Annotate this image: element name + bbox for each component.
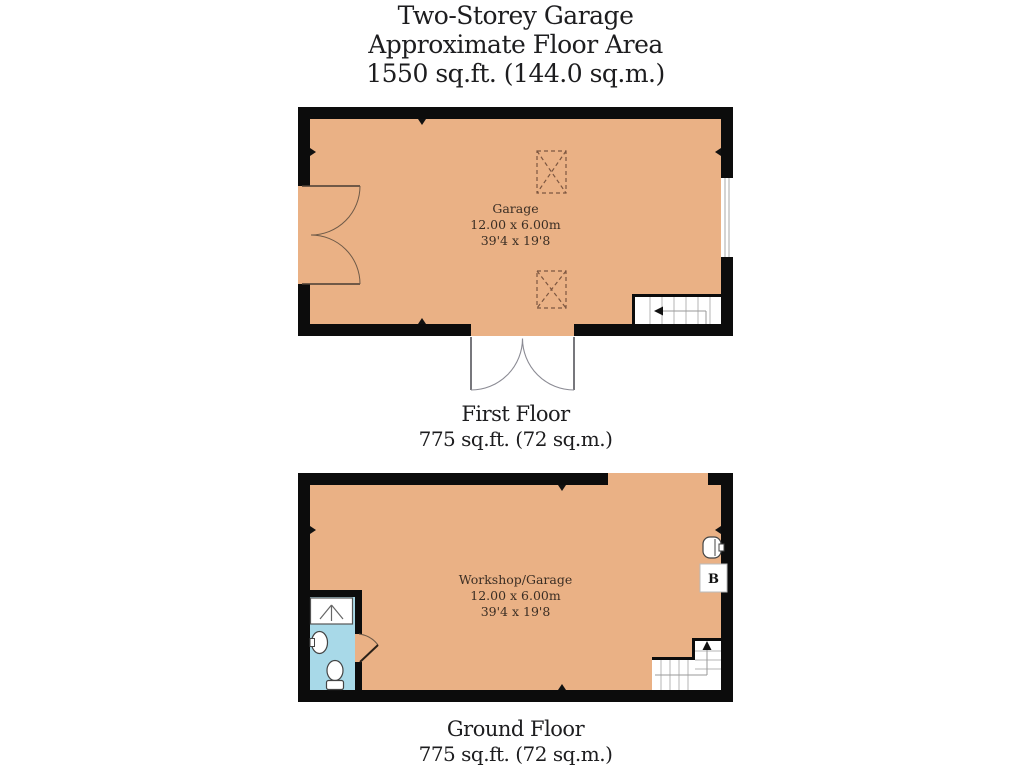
floor-area: 775 sq.ft. (72 sq.m.) bbox=[418, 427, 613, 451]
first-floor-caption bbox=[298, 402, 733, 452]
room-dimensions-imperial: 39'4 x 19'8 bbox=[480, 604, 551, 619]
exterior-double-door-icon bbox=[471, 337, 574, 390]
garage-door-opening bbox=[608, 473, 708, 485]
title-line-1: Two-Storey Garage bbox=[397, 1, 634, 30]
page-title bbox=[298, 1, 733, 88]
first-floor-plan bbox=[298, 107, 733, 397]
boiler-label: B bbox=[708, 572, 719, 587]
bottom-door-opening bbox=[471, 324, 574, 336]
floor-name: Ground Floor bbox=[446, 717, 585, 741]
first-floor-room-label bbox=[298, 201, 733, 249]
ground-floor-caption bbox=[298, 717, 733, 767]
title-line-2: Approximate Floor Area bbox=[368, 30, 663, 59]
room-dimensions-imperial: 39'4 x 19'8 bbox=[480, 233, 551, 248]
room-name: Garage bbox=[492, 201, 539, 216]
staircase-icon bbox=[632, 294, 721, 324]
room-name: Workshop/Garage bbox=[458, 572, 573, 587]
toilet-icon bbox=[327, 661, 344, 690]
floor-name: First Floor bbox=[461, 402, 570, 426]
room-dimensions-metric: 12.00 x 6.00m bbox=[470, 217, 561, 232]
room-dimensions-metric: 12.00 x 6.00m bbox=[470, 588, 561, 603]
title-line-3: 1550 sq.ft. (144.0 sq.m.) bbox=[366, 59, 665, 88]
floor-area: 775 sq.ft. (72 sq.m.) bbox=[418, 742, 613, 766]
ground-floor-room-label bbox=[298, 572, 733, 620]
